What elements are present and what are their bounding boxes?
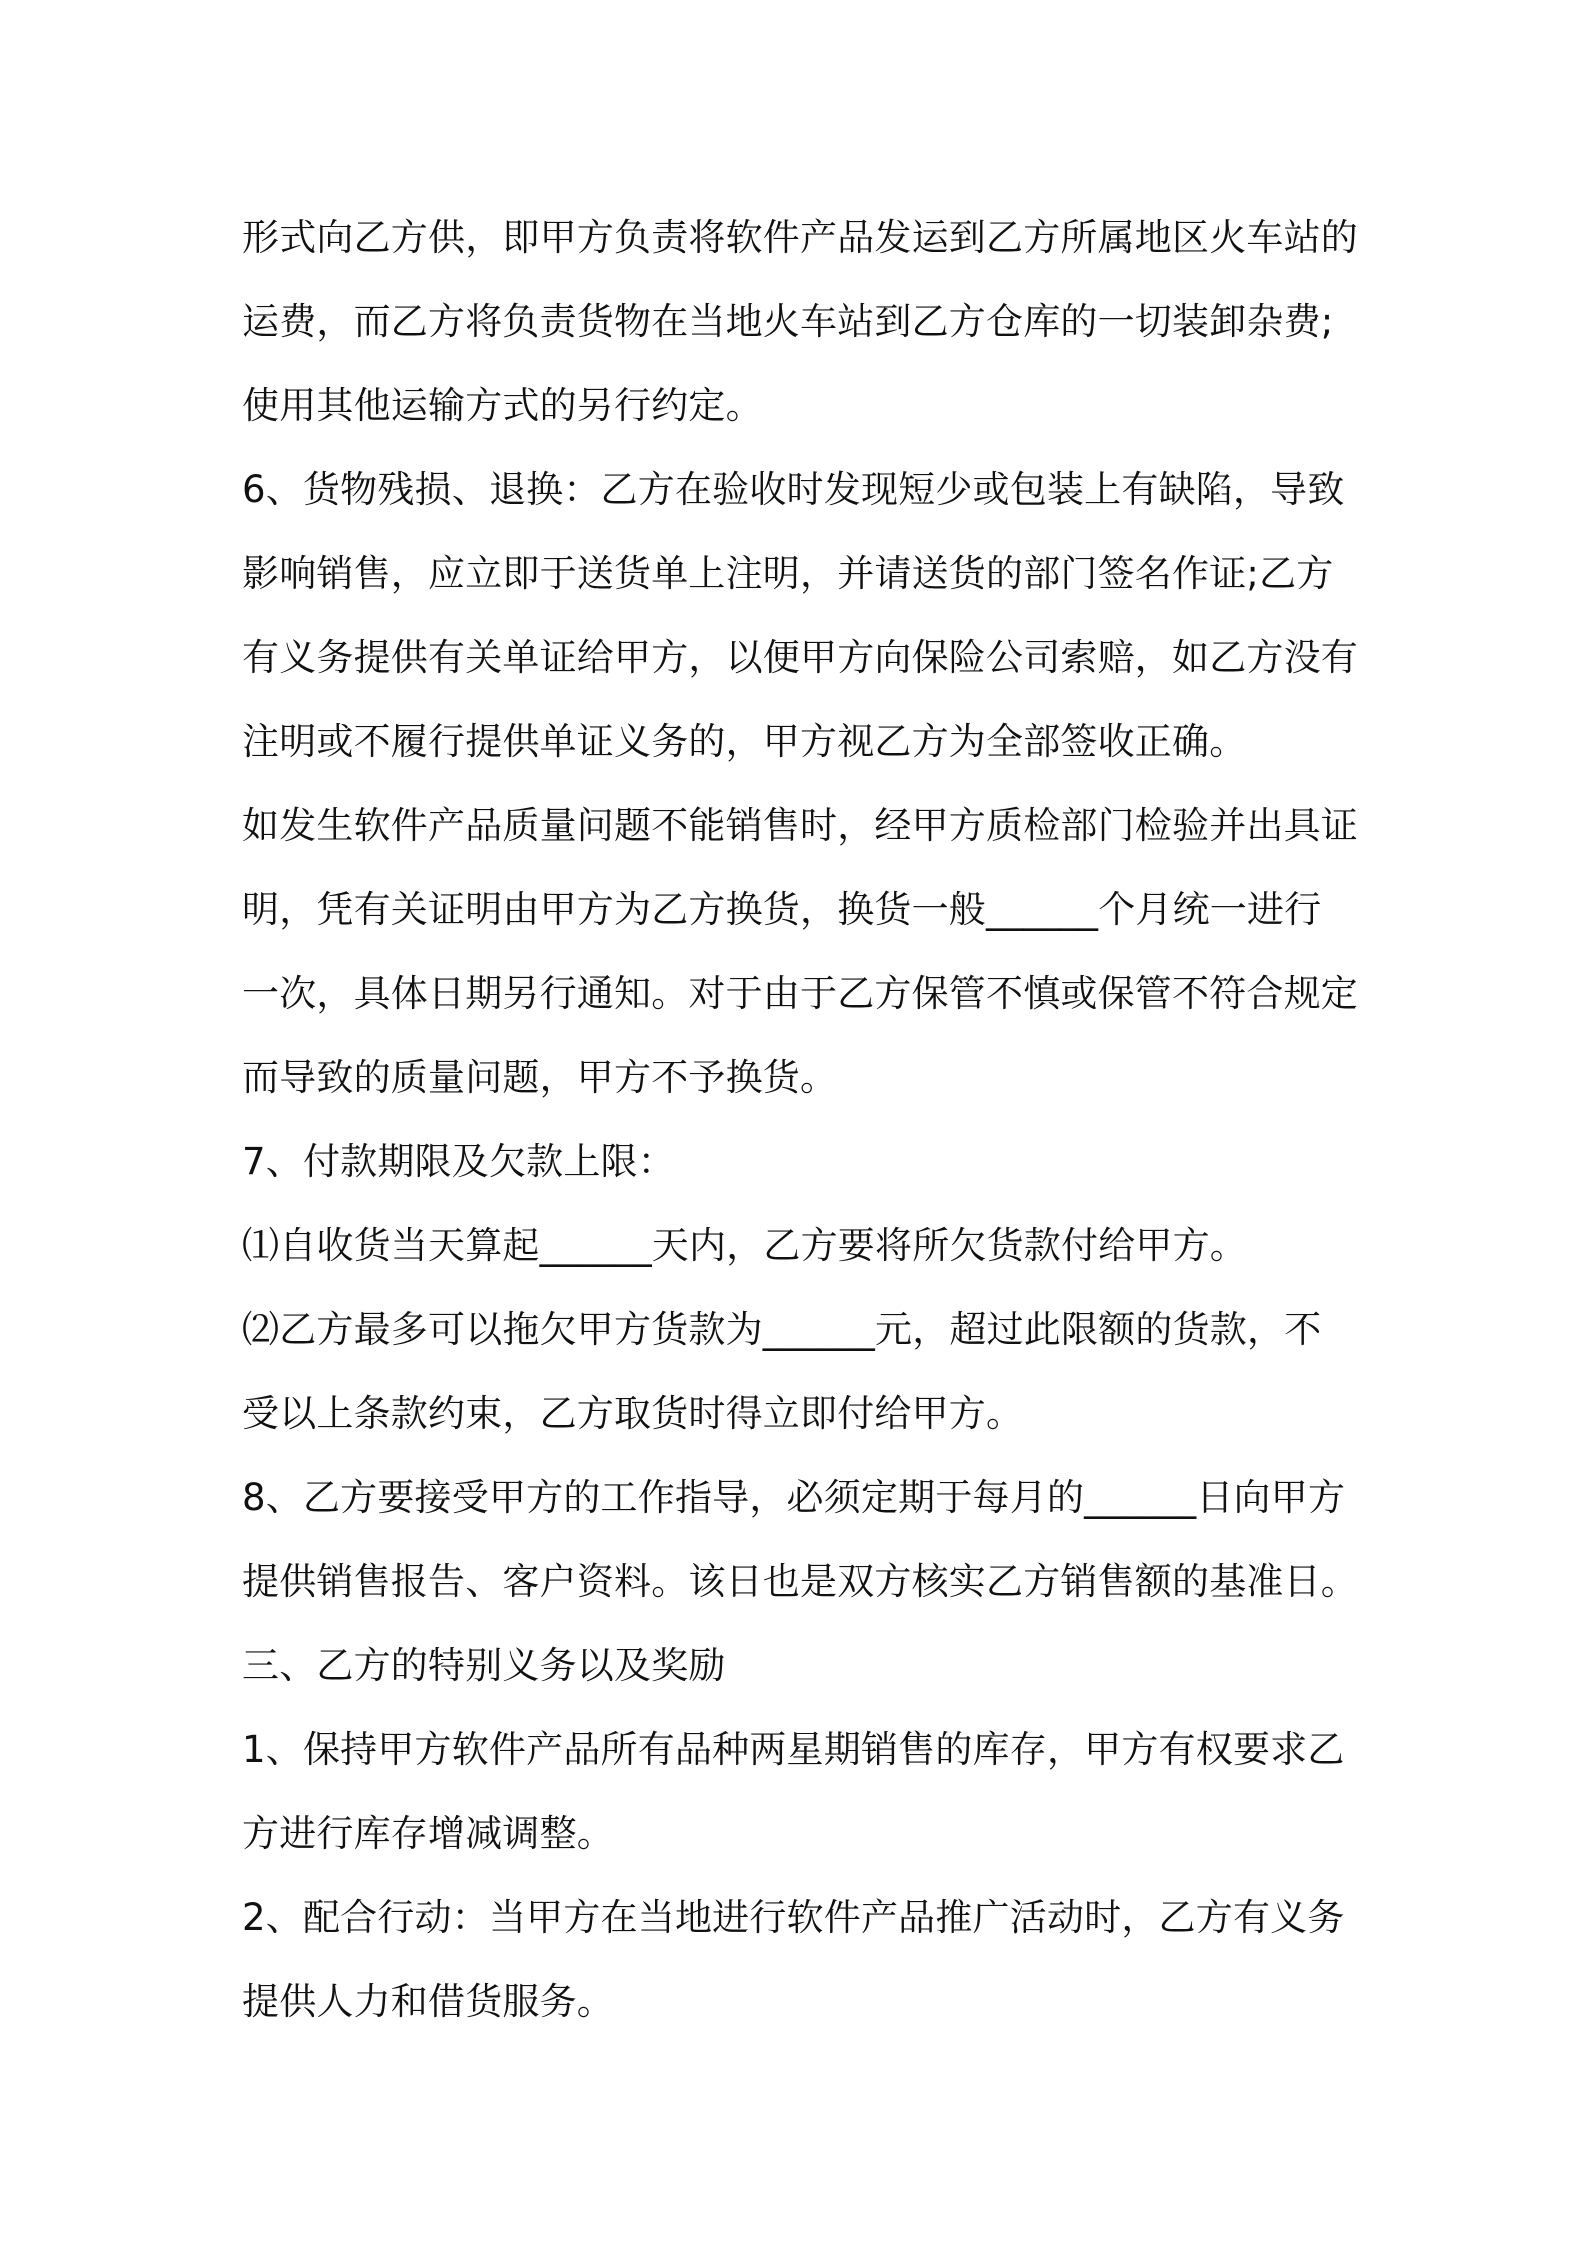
text-line: 一次，具体日期另行通知。对于由于乙方保管不慎或保管不符合规定 xyxy=(242,972,1358,1015)
text-line: 三、乙方的特别义务以及奖励 xyxy=(242,1644,726,1687)
text-line: 受以上条款约束，乙方取货时得立即付给甲方。 xyxy=(242,1392,1024,1435)
text-line: 影响销售，应立即于送货单上注明，并请送货的部门签名作证;乙方 xyxy=(242,552,1334,595)
text-line: ⑵乙方最多可以拖欠甲方货款为______元，超过此限额的货款，不 xyxy=(242,1308,1322,1351)
text-line: 形式向乙方供，即甲方负责将软件产品发运到乙方所属地区火车站的 xyxy=(242,216,1358,259)
text-line: 有义务提供有关单证给甲方，以便甲方向保险公司索赔，如乙方没有 xyxy=(242,636,1358,679)
text-line: 2、配合行动：当甲方在当地进行软件产品推广活动时，乙方有义务 xyxy=(242,1896,1345,1939)
text-line: 7、付款期限及欠款上限： xyxy=(242,1140,675,1183)
text-line: 明，凭有关证明由甲方为乙方换货，换货一般______个月统一进行 xyxy=(242,888,1322,931)
text-line: 1、保持甲方软件产品所有品种两星期销售的库存，甲方有权要求乙 xyxy=(242,1728,1345,1771)
text-line: 如发生软件产品质量问题不能销售时，经甲方质检部门检验并出具证 xyxy=(242,804,1358,847)
text-line: 提供人力和借货服务。 xyxy=(242,1980,614,2023)
document-body xyxy=(242,196,1358,2044)
text-line: 注明或不履行提供单证义务的，甲方视乙方为全部签收正确。 xyxy=(242,720,1247,763)
text-line: 提供销售报告、客户资料。该日也是双方核实乙方销售额的基准日。 xyxy=(242,1560,1358,1603)
text-line: 使用其他运输方式的另行约定。 xyxy=(242,384,763,427)
text-line: 方进行库存增减调整。 xyxy=(242,1812,614,1855)
text-line: 运费，而乙方将负责货物在当地火车站到乙方仓库的一切装卸杂费; xyxy=(242,300,1334,343)
text-line: ⑴自收货当天算起______天内，乙方要将所欠货款付给甲方。 xyxy=(242,1224,1247,1267)
text-line: 而导致的质量问题，甲方不予换货。 xyxy=(242,1056,838,1099)
text-line: 6、货物残损、退换：乙方在验收时发现短少或包装上有缺陷，导致 xyxy=(242,468,1345,511)
text-line: 8、乙方要接受甲方的工作指导，必须定期于每月的______日向甲方 xyxy=(242,1476,1346,1519)
